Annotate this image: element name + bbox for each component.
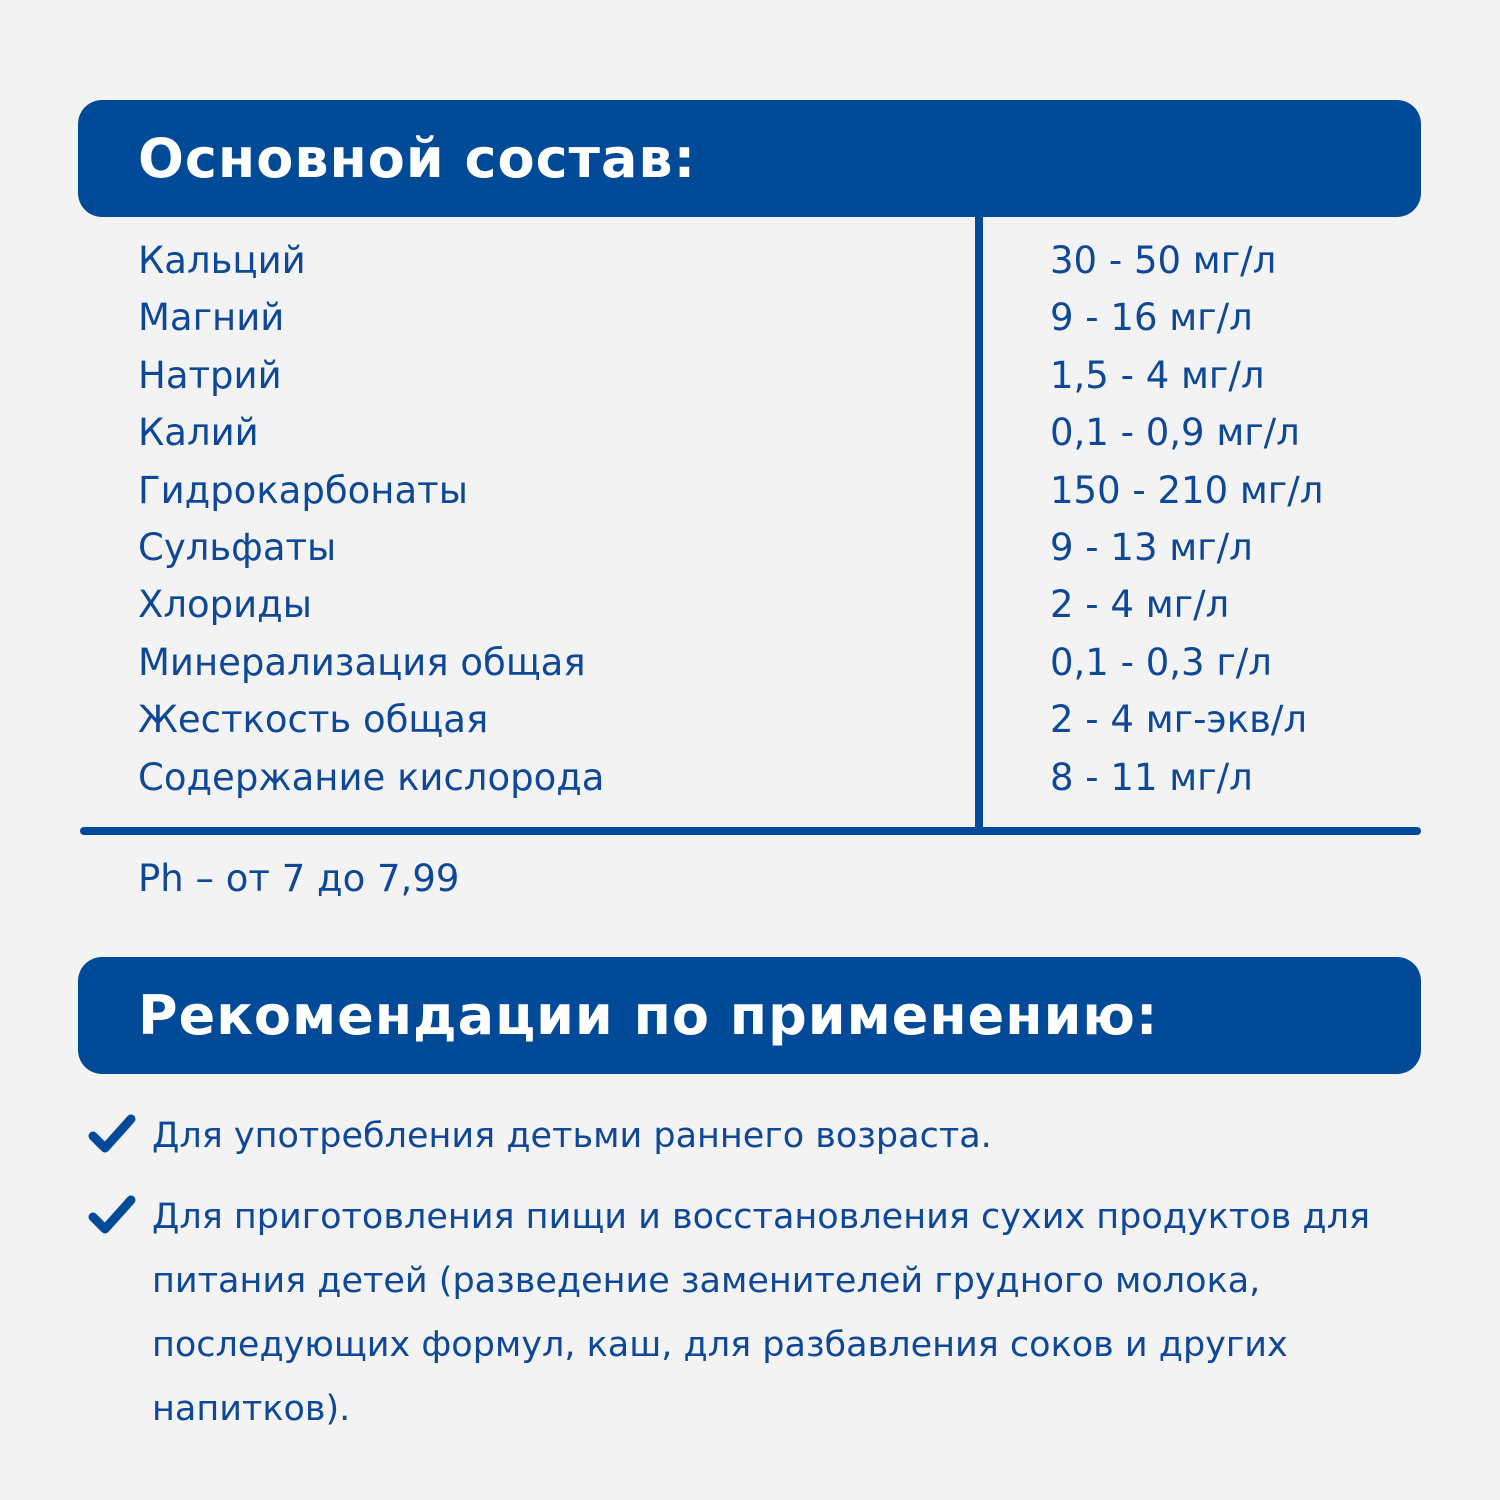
composition-value: 1,5 - 4 мг/л [1050,354,1265,397]
composition-row [0,232,1500,289]
ph-note: Ph – от 7 до 7,99 [138,857,460,900]
composition-row [0,404,1500,461]
composition-name: Содержание кислорода [138,756,605,799]
composition-value: 2 - 4 мг-экв/л [1050,698,1307,741]
column-divider [975,210,983,832]
composition-row [0,462,1500,519]
composition-name: Жесткость общая [138,698,489,741]
composition-row [0,347,1500,404]
composition-header [78,100,1421,217]
composition-row [0,576,1500,633]
composition-row [0,749,1500,806]
composition-value: 9 - 16 мг/л [1050,296,1253,339]
recommendation-text: Для употребления детьми раннего возраста. [152,1116,992,1156]
composition-value: 0,1 - 0,9 мг/л [1050,411,1300,454]
composition-name: Хлориды [138,583,312,626]
composition-value: 8 - 11 мг/л [1050,756,1253,799]
composition-row [0,519,1500,576]
composition-value: 150 - 210 мг/л [1050,469,1324,512]
composition-name: Кальций [138,239,306,282]
check-icon [88,1112,136,1156]
composition-name: Сульфаты [138,526,337,569]
recommendations-title: Рекомендации по применению: [138,984,1159,1047]
recommendation-text: Для приготовления пищи и восстановления сухих продуктов для питания детей (разведение заменителей грудного молока, последующих формул, каш, для разбавления соков и других напитков). [152,1197,1371,1429]
check-icon [88,1193,136,1237]
composition-name: Гидрокарбонаты [138,469,468,512]
composition-row [0,691,1500,748]
composition-value: 0,1 - 0,3 г/л [1050,641,1272,684]
composition-value: 9 - 13 мг/л [1050,526,1253,569]
composition-name: Натрий [138,354,282,397]
composition-name: Магний [138,296,285,339]
composition-value: 2 - 4 мг/л [1050,583,1230,626]
recommendations-header [78,957,1421,1074]
composition-value: 30 - 50 мг/л [1050,239,1277,282]
table-bottom-divider [80,827,1421,835]
composition-row [0,634,1500,691]
composition-title: Основной состав: [138,127,697,190]
composition-row [0,289,1500,346]
composition-name: Калий [138,411,259,454]
composition-name: Минерализация общая [138,641,586,684]
